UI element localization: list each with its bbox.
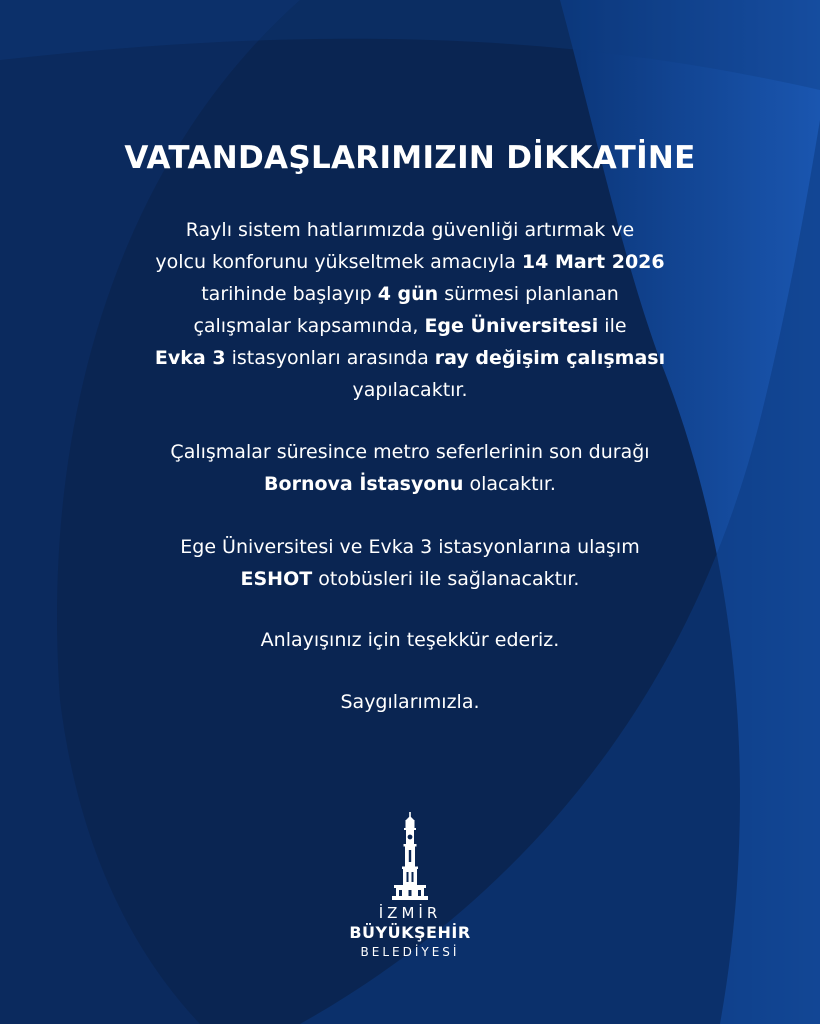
text-line: tarihinde başlayıp 4 gün sürmesi planlanan — [201, 283, 619, 305]
municipality-logo — [310, 812, 510, 959]
text-line: Bornova İstasyonu olacaktır. — [264, 473, 556, 495]
paragraph-regards — [110, 686, 710, 718]
text-line: yapılacaktır. — [352, 379, 468, 401]
text-line: Anlayışınız için teşekkür ederiz. — [260, 629, 560, 651]
clock-tower-icon — [390, 812, 430, 900]
page-title: VATANDAŞLARIMIZIN DİKKATİNE — [124, 140, 696, 176]
logo-text-belediyesi: BELEDİYESİ — [360, 945, 460, 959]
paragraph-last-stop — [110, 436, 710, 500]
logo-text-izmir: İZMİR — [378, 904, 442, 922]
paragraph-thanks — [110, 624, 710, 656]
text-line: çalışmalar kapsamında, Ege Üniversitesi ile — [193, 315, 627, 337]
text-line: Çalışmalar süresince metro seferlerinin son durağı — [170, 441, 650, 463]
text-line: Saygılarımızla. — [340, 691, 480, 713]
text-line: yolcu konforunu yükseltmek amacıyla 14 Mart 2026 — [155, 251, 665, 273]
text-line: Ege Üniversitesi ve Evka 3 istasyonlarına ulaşım — [180, 536, 640, 558]
paragraph-bus-service — [110, 531, 710, 595]
text-line: Raylı sistem hatlarımızda güvenliği artırmak ve — [185, 219, 635, 241]
text-line: Evka 3 istasyonları arasında ray değişim çalışması — [154, 347, 666, 369]
text-line: ESHOT otobüsleri ile sağlanacaktır. — [240, 568, 580, 590]
paragraph-maintenance — [110, 214, 710, 406]
logo-text-buyuksehir: BÜYÜKŞEHİR — [349, 923, 471, 942]
